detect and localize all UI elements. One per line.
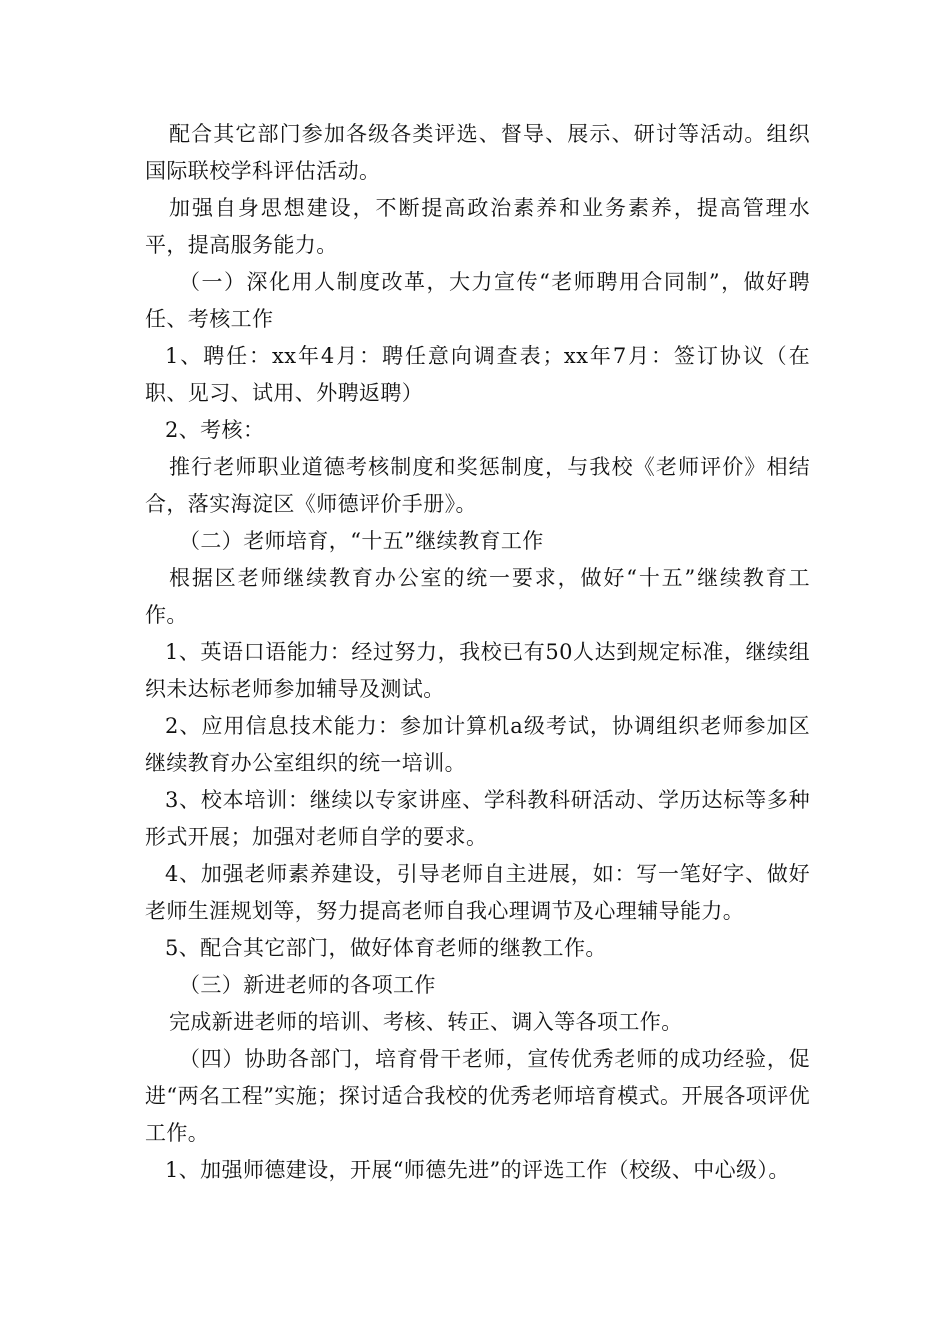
paragraph: 配合其它部门参加各级各类评选、督导、展示、研讨等活动。组织国际联校学科评估活动。 xyxy=(145,122,810,183)
paragraph: 根据区老师继续教育办公室的统一要求，做好“十五”继续教育工作。 xyxy=(145,566,810,627)
list-item: 1、英语口语能力：经过努力，我校已有50人达到规定标准，继续组织未达标老师参加辅导及测试。 xyxy=(145,640,810,701)
list-item: 4、加强老师素养建设，引导老师自主进展，如：写一笔好字、做好老师生涯规划等，努力提高老师自我心理调节及心理辅导能力。 xyxy=(145,862,810,923)
list-item: 3、校本培训：继续以专家讲座、学科教科研活动、学历达标等多种形式开展；加强对老师自学的要求。 xyxy=(145,788,810,849)
paragraph: 加强自身思想建设，不断提高政治素养和业务素养，提高管理水平，提高服务能力。 xyxy=(145,196,810,257)
paragraph: 推行老师职业道德考核制度和奖惩制度，与我校《老师评价》相结合，落实海淀区《师德评价手册》。 xyxy=(145,455,810,516)
list-item: 2、应用信息技术能力：参加计算机a级考试，协调组织老师参加区继续教育办公室组织的统一培训。 xyxy=(145,714,810,775)
list-item: 5、配合其它部门，做好体育老师的继教工作。 xyxy=(165,936,607,960)
section-heading: （一）深化用人制度改革，大力宣传“老师聘用合同制”，做好聘任、考核工作 xyxy=(145,270,810,331)
list-item: 1、聘任：xx年4月：聘任意向调查表；xx年7月：签订协议（在职、见习、试用、外聘返聘） xyxy=(145,344,810,405)
section-heading: （四）协助各部门，培育骨干老师，宣传优秀老师的成功经验，促进“两名工程”实施；探讨适合我校的优秀老师培育模式。开展各项评优工作。 xyxy=(145,1047,810,1145)
list-item: 1、加强师德建设，开展“师德先进”的评选工作（校级、中心级）。 xyxy=(165,1158,790,1182)
section-heading: （二）老师培育，“十五”继续教育工作 xyxy=(179,529,544,553)
document-body xyxy=(145,116,810,1189)
section-heading: （三）新进老师的各项工作 xyxy=(179,973,436,997)
list-item: 2、考核： xyxy=(165,418,265,442)
paragraph: 完成新进老师的培训、考核、转正、调入等各项工作。 xyxy=(169,1010,683,1034)
